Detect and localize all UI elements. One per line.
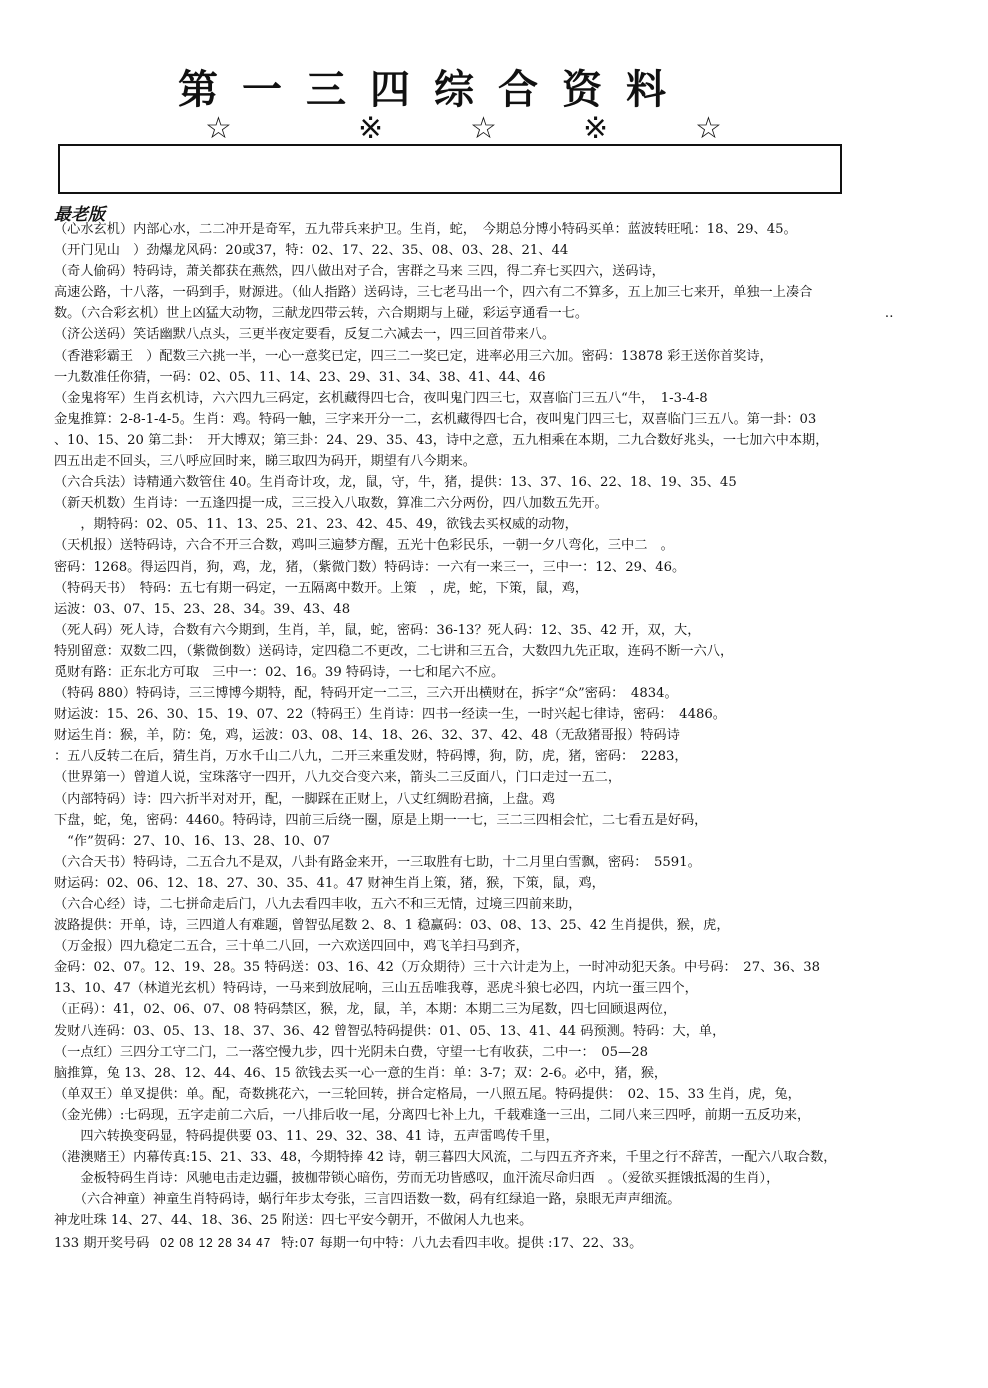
- content-line: ：五八反转二在后，猜生肖，万水千山二八九，二开三来重发财，特码博，狗，防，虎，猪，密码： 2283，: [54, 749, 688, 765]
- content-line: 发财八连码：03、05、13、18、37、36、42 曾智弘特码提供：01、05、13、41、44 码预测。特码：大，单，: [54, 1023, 726, 1039]
- reference-mark-icon: ※: [358, 111, 384, 146]
- content-line: （六合心经）诗，二七拼命走后门，八九去看四丰收，五六不和三无情，过境三四前来助，: [54, 897, 582, 912]
- draw-numbers: 02 08 12 28 34 47: [159, 1234, 271, 1250]
- draw-footer-note: 每期一句中特：八九去看四丰收。提供 :17、22、33。: [319, 1235, 643, 1251]
- content-line: （万金报）四九稳定二五合，三十单二八回，一六欢送四回中，鸡飞羊扫马到齐，: [54, 939, 529, 955]
- content-line: （单双王）单叉提供：单。配，奇数挑花六，一三轮回转，拼合定格局，一八照五尾。特码提供： 02、15、33 生肖，虎，兔，: [54, 1086, 801, 1102]
- edition-label: 最老版: [54, 205, 105, 225]
- star-icon: ☆: [205, 111, 232, 146]
- content-line: 、10、15、20 第二卦： 开大博双；第三卦：24、29、35、43，诗中之意，五九相乘在本期，二九合数好兆头，一七加六中本期，: [54, 432, 829, 448]
- page-title: 第一三四综合资料: [178, 66, 690, 113]
- content-line: 脑推算，兔 13、28、12、44、46、15 欲钱去买一心一意的生肖：单：3-7；双：2-6。必中，猪，猴，: [54, 1065, 668, 1081]
- content-line: 下盘，蛇，兔，密码：4460。特码诗，四前三后绕一圈，原是上期一一七，三二三四相会忙，二七看五是好码，: [54, 812, 708, 828]
- content-line: 金码：02、07。12、19、28。35 特码送：03、16、42（万众期待）三十六计走为上，一时冲动犯天条。中号码： 27、36、38: [54, 960, 821, 976]
- draw-special-number: 07: [299, 1234, 315, 1250]
- content-line: （奇人偷码）特码诗，萧关都获在燕然，四八做出对子合，害群之马来 三四，得二弃七买四六，送码诗，: [54, 264, 665, 280]
- content-line: （金光佛）:七码现，五字走前二六后，一八排后收一尾，分离四七补上九，千载难逢一三出，二同八来三四呼，前期一五反功来，: [54, 1107, 811, 1123]
- content-line: （六合兵法）诗精通六数管住 40。生肖奇计攻，龙，鼠，守，牛，猪，提供：13、37、16、22、18、19、35、45: [54, 475, 737, 491]
- content-line: （内部特码）诗：四六折半对对开，配，一脚踩在正财上，八丈红绸盼君摘，上盘。鸡: [54, 791, 556, 807]
- content-line: （正码）：41，02、06、07、08 特码禁区，猴，龙，鼠，羊，本期：本期二三为尾数，四七回顾退两位，: [54, 1002, 677, 1018]
- star-row: [0, 112, 988, 146]
- draw-special-label: 特:: [281, 1235, 299, 1251]
- content-line: （新天机数）生肖诗：一五逢四提一成，三三投入八取数，算准二六分两份，四八加数五先开。: [54, 496, 608, 512]
- content-line: （心水玄机）内部心水，二二冲开是奇军，五九带兵来护卫。生肖，蛇， 今期总分博小特码买单：蓝波转旺吼：18、29、45。: [54, 222, 797, 237]
- content-line: 波路提供：开单，诗，三四道人有难题，曾智弘尾数 2、8、1 稳赢码：03、08、13、25、42 生肖提供，猴，虎，: [54, 918, 730, 934]
- draw-result-line: [54, 1232, 986, 1253]
- content-line: 四五出走不回头，三八呼应回时来，睇三取四为码开，期望有八今期来。: [54, 454, 476, 470]
- blank-banner-box: [58, 144, 842, 194]
- content-line: 一九数准任你猜，一码：02、05、11、14、23、29、31、34、38、41、44、46: [54, 369, 546, 385]
- content-line: 运波：03、07、15、23、28、34。39、43、48: [54, 601, 351, 617]
- content-line: （开门见山 ）劲爆龙风码：20或37，特：02、17、22、35、08、03、28、21、44: [54, 243, 569, 259]
- content-line: 财运码：02、06、12、18、27、30、35、41。47 财神生肖上策，猪，猴，下策，鼠，鸡，: [54, 875, 605, 891]
- content-line: （香港彩霸王 ）配数三六挑一半，一心一意奖已定，四三二一奖已定，进率必用三六加。密码：13878 彩王送你首奖诗，: [54, 348, 773, 364]
- content-line: 神龙吐珠 14、27、44、18、36、25 附送：四七平安今朝开，不做闲人九也来。: [54, 1213, 533, 1229]
- content-line: 13、10、47（林道光玄机）特码诗，一马来到放屁响，三山五岳唯我尊，恶虎斗狼七必四，内坑一蛋三四个，: [54, 981, 698, 997]
- content-line: （死人码）死人诗，合数有六今期到，生肖，羊，鼠，蛇，密码：36-13？死人码：12、35、42 开，双，大，: [54, 622, 701, 638]
- star-icon: ☆: [470, 111, 497, 146]
- content-line: 财运波：15、26、30、15、19、07、22（特码王）生肖诗：四书一经读一生，一时兴起七律诗，密码： 4486。: [54, 707, 726, 723]
- draw-period: 133 期开奖号码: [54, 1235, 150, 1251]
- content-line: 觅财有路：正东北方可取 三中一：02、16。39 特码诗，一七和尾六不应。: [54, 664, 505, 680]
- content-line: （六合神童）神童生肖特码诗，蜗行年步太夸张，三言四语数一数，码有红绿追一路，泉眼无声声细流。: [54, 1192, 681, 1208]
- content-line: 金板特码生肖诗：风驰电击走边疆，披枷带锁心暗伤，劳而无功皆感叹，血汗流尽命归西 。（爱欲买捱饿抵渴的生肖），: [54, 1171, 780, 1187]
- content-line: 四六转换变码显，特码提供要 03、11、29、32、38、41 诗，五声雷鸣传千里，: [54, 1129, 559, 1145]
- content-line: ，期特码：02、05、11、13、25、21、23、42、45、49，欲钱去买权威的动物，: [54, 517, 578, 533]
- content-line: （六合天书）特码诗，二五合九不是双，八卦有路金来开，一三取胜有七助，十二月里白雪飘，密码： 5591。: [54, 854, 701, 870]
- content-line: （济公送码）笑话幽默八点头，三更半夜定要看，反复二六减去一，四三回首带来八。: [54, 327, 556, 343]
- content-line: 特别留意：双数二四，（紫微倒数）送码诗，定四稳二不更改，二七讲和三五合，大数四九先正取，连码不断一六八，: [54, 643, 734, 659]
- reference-mark-icon: ※: [583, 111, 609, 146]
- content-line: （天机报）送特码诗，六合不开三合数，鸡叫三遍梦方醒，五光十色彩民乐，一朝一夕八弯化，三中二 。: [54, 538, 674, 554]
- content-line: 高速公路，十八落，一码到手，财源进。（仙人指路）送码诗，三七老马出一个，四六有二不算多，五上加三七来开，单独一上凑合: [54, 285, 813, 301]
- content-line: （港澳赌王）内幕传真:15、21、33、48，今期特捧 42 诗，朝三暮四大风流，二与四五齐齐来，千里之行不辞苦，一配六八取合数，: [54, 1150, 837, 1166]
- content-line: （特码 880）特码诗，三三博博今期特，配，特码开定一二三，三六开出横财在，拆字“众”密码： 4834。: [54, 686, 678, 702]
- content-line: 财运生肖：猴，羊，防：兔，鸡，运波：03、08、14、18、26、32、37、42、48（无敌猪哥报）特码诗: [54, 728, 680, 744]
- content-line: （特码天书） 特码：五七有期一码定，一五隔离中数开。上策 ，虎，蛇，下策，鼠，鸡，: [54, 580, 589, 596]
- content-line: 密码：1268。得运四肖，狗，鸡，龙，猪，（紫微门数）特码诗：一六有一来三一，三中一：12、29、46。: [54, 559, 686, 575]
- content-line: “作”贺码：27、10、16、13、28、10、07: [54, 833, 331, 849]
- content-lines: [54, 219, 986, 1253]
- content-line: （一点红）三四分工守二门，二一落空慢九步，四十光阴未白费，守望一七有收获，二中一： 05—28: [54, 1044, 649, 1060]
- content-line: 金鬼推算：2-8-1-4-5。生肖：鸡。特码一触，三字来开分一二，玄机藏得四七合，夜叫鬼门四三七，双喜临门三五八。第一卦：03: [54, 411, 817, 427]
- content-line: 数。（六合彩玄机）世上凶猛大动物，三献龙四带云转，六合期期与上碰，彩运亨通看一七。 ‥: [54, 306, 894, 322]
- content-line: （金鬼将军）生肖玄机诗，六六四九三码定，玄机藏得四七合，夜叫鬼门四三七，双喜临门三五八“牛， 1-3-4-8: [54, 390, 708, 406]
- content-line: （世界第一）曾道人说，宝珠落守一四开，八九交合变六来，箭头二三反面八，门口走过一五二，: [54, 770, 622, 786]
- star-icon: ☆: [695, 111, 722, 146]
